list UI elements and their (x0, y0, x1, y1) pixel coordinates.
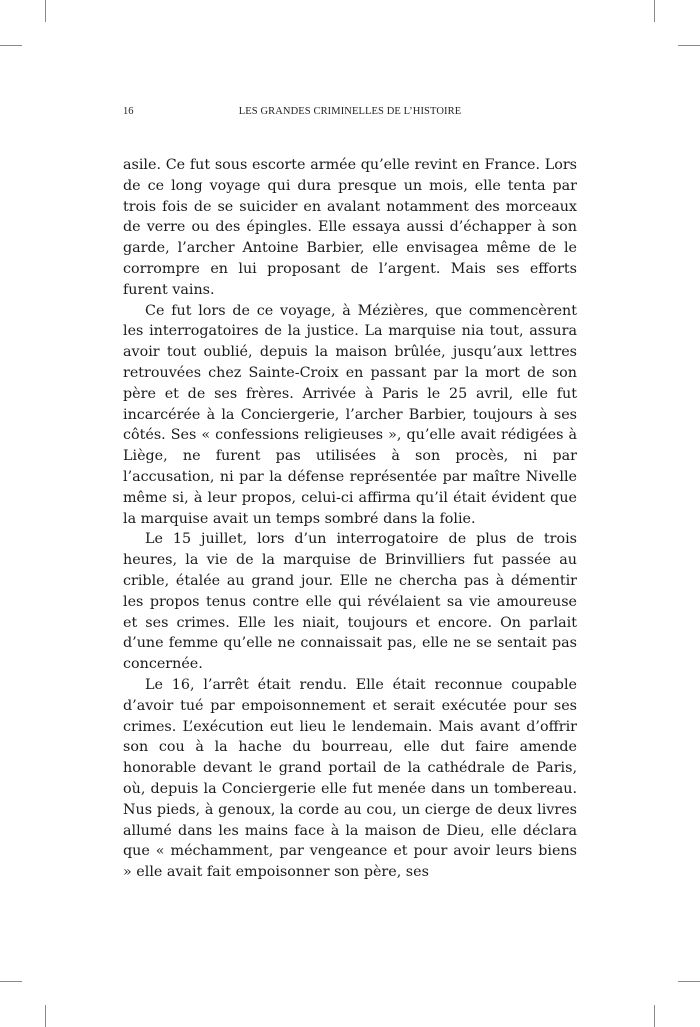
crop-mark-top-left-horizontal (0, 45, 22, 46)
paragraph: asile. Ce fut sous escorte armée qu’elle revint en France. Lors de ce long voyage qui dura presque un mois, elle tenta par trois fois de se suicider en avalant notamment des morceaux de verre ou des épingles. Elle essaya aussi d’échapper à son garde, l’archer Antoine Barbier, elle envisagea même de le corrompre en lui proposant de l’argent. Mais ses efforts furent vains. (123, 157, 577, 298)
page-number: 16 (123, 106, 134, 117)
crop-mark-top-right-horizontal (678, 45, 700, 46)
crop-mark-top-left-vertical (45, 0, 46, 22)
page-header (123, 106, 577, 122)
paragraph: Le 16, l’arrêt était rendu. Elle était reconnue coupable d’avoir tué par empoisonnement et serait exécutée pour ses crimes. L’exécution eut lieu le lendemain. Mais avant d’offrir son cou à la hache du bourreau, elle dut faire amende honorable devant le grand portail de la cathédrale de Paris, où, depuis la Conciergerie elle fut menée dans un tombereau. Nus pieds, à genoux, la corde au cou, un cierge de deux livres allumé dans les mains face à la maison de Dieu, elle déclara que « méchamment, par vengeance et pour avoir leurs biens » elle avait fait empoisonner son père, ses (123, 676, 577, 881)
paragraph: Ce fut lors de ce voyage, à Mézières, que commencèrent les interrogatoires de la justice. La marquise nia tout, assura avoir tout oublié, depuis la maison brûlée, jusqu’aux lettres retrouvées chez Sainte-Croix en passant par la mort de son père et de ses frères. Arrivée à Paris le 25 avril, elle fut incarcérée à la Conciergerie, l’archer Barbier, toujours à ses côtés. Ses « confessions religieuses », qu’elle avait rédigées à Liège, ne furent pas utilisées à son procès, ni par l’accusation, ni par la défense représentée par maître Nivelle même si, à leur propos, celui-ci affirma qu’il était évident que la marquise avait un temps sombré dans la folie. (123, 302, 577, 527)
running-title: LES GRANDES CRIMINELLES DE L’HISTOIRE (238, 106, 462, 117)
paragraph: Le 15 juillet, lors d’un interrogatoire de plus de trois heures, la vie de la marquise de Brinvilliers fut passée au crible, étalée au grand jour. Elle ne chercha pas à démentir les propos tenus contre elle qui révélaient sa vie amoureuse et ses crimes. Elle les niait, toujours et encore. On parlait d’une femme qu’elle ne connaissait pas, elle ne se sentait pas concernée. (123, 531, 577, 673)
body-text (123, 155, 577, 883)
crop-mark-bottom-right-horizontal (678, 981, 700, 982)
crop-mark-bottom-right-vertical (654, 1005, 655, 1027)
crop-mark-bottom-left-horizontal (0, 981, 22, 982)
crop-mark-bottom-left-vertical (45, 1005, 46, 1027)
crop-mark-top-right-vertical (654, 0, 655, 22)
